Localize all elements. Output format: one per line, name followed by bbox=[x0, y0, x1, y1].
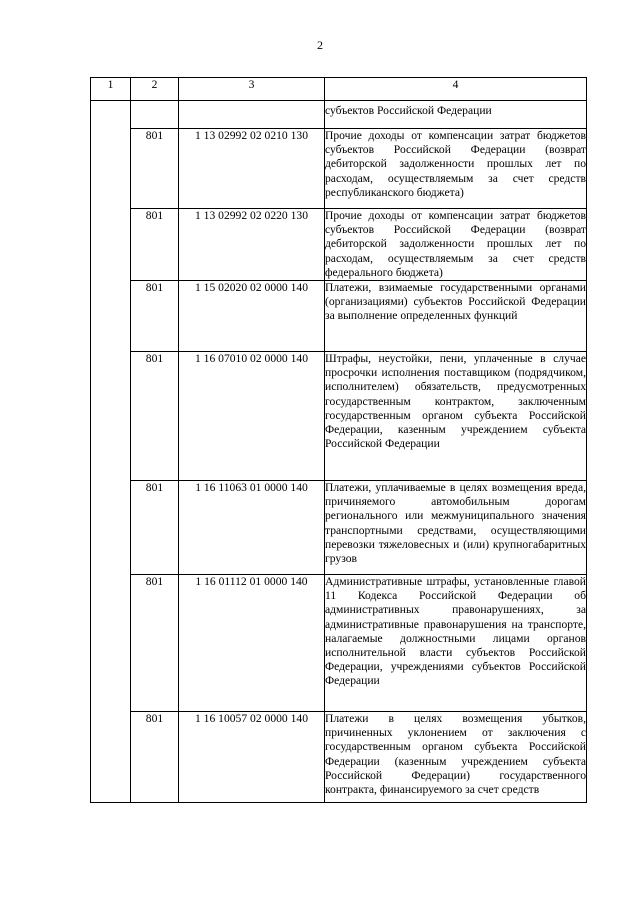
code-cell: 1 16 07010 02 0000 140 bbox=[179, 352, 325, 481]
admin-cell: 801 bbox=[131, 129, 179, 209]
admin-cell: 801 bbox=[131, 352, 179, 481]
description-cell: Прочие доходы от компенсации затрат бюджетов субъектов Российской Федерации (возврат дебиторской задолженности прошлых лет по расходам, осуществляемым за счет средств федерального бюджета) bbox=[325, 209, 586, 279]
header-col-4: 4 bbox=[325, 78, 587, 101]
continuation-row bbox=[91, 101, 587, 129]
table-row bbox=[91, 281, 587, 352]
code-cell: 1 13 02992 02 0210 130 bbox=[179, 129, 325, 209]
admin-cell: 801 bbox=[131, 209, 179, 281]
code-cell bbox=[179, 101, 325, 129]
header-col-3: 3 bbox=[179, 78, 325, 101]
admin-cell: 801 bbox=[131, 712, 179, 803]
description-cell: Платежи, уплачиваемые в целях возмещения вреда, причиняемого автомобильным дорогам регионального или межмуниципального значения транспортными средствами, осуществляющими перевозки тяжеловесных и (или) крупногабаритных грузов bbox=[325, 481, 587, 575]
group-cell bbox=[91, 101, 131, 803]
code-cell: 1 16 11063 01 0000 140 bbox=[179, 481, 325, 575]
admin-cell bbox=[131, 101, 179, 129]
description-cell: Прочие доходы от компенсации затрат бюджетов субъектов Российской Федерации (возврат дебиторской задолженности прошлых лет по расходам, осуществляемым за счет средств республиканского бюджета) bbox=[325, 129, 587, 209]
revenue-codes-table bbox=[90, 77, 587, 803]
header-col-1: 1 bbox=[91, 78, 131, 101]
table-row bbox=[91, 712, 587, 803]
header-row bbox=[91, 78, 587, 101]
table-row bbox=[91, 129, 587, 209]
description-cell: субъектов Российской Федерации bbox=[325, 101, 587, 129]
code-cell: 1 16 01112 01 0000 140 bbox=[179, 575, 325, 712]
code-cell: 1 13 02992 02 0220 130 bbox=[179, 209, 325, 281]
table-row bbox=[91, 575, 587, 712]
admin-cell: 801 bbox=[131, 575, 179, 712]
page-number: 2 bbox=[317, 38, 323, 52]
description-cell: Штрафы, неустойки, пени, уплаченные в случае просрочки исполнения поставщиком (подрядчиком, исполнителем) обязательств, предусмотренных государственным контрактом, заключенным государственным органом субъекта Российской Федерации, казенным учреждением субъекта Российской Федерации bbox=[325, 352, 587, 481]
admin-cell: 801 bbox=[131, 281, 179, 352]
table-row bbox=[91, 209, 587, 281]
description-cell: Платежи в целях возмещения убытков, причиненных уклонением от заключения с государственным органом субъекта Российской Федерации (казенным учреждением субъекта Российской Федерации) государственного контракта, финансируемого за счет средств bbox=[325, 712, 587, 803]
code-cell: 1 15 02020 02 0000 140 bbox=[179, 281, 325, 352]
description-cell: Административные штрафы, установленные главой 11 Кодекса Российской Федерации об административных правонарушениях, за административные правонарушения на транспорте, налагаемые должностными лицами органов исполнительной власти субъектов Российской Федерации, учреждениями субъектов Российской Федерации bbox=[325, 575, 587, 712]
description-cell: Платежи, взимаемые государственными органами (организациями) субъектов Российской Федерации за выполнение определенных функций bbox=[325, 281, 587, 352]
header-col-2: 2 bbox=[131, 78, 179, 101]
admin-cell: 801 bbox=[131, 481, 179, 575]
table-row bbox=[91, 481, 587, 575]
code-cell: 1 16 10057 02 0000 140 bbox=[179, 712, 325, 803]
table-row bbox=[91, 352, 587, 481]
